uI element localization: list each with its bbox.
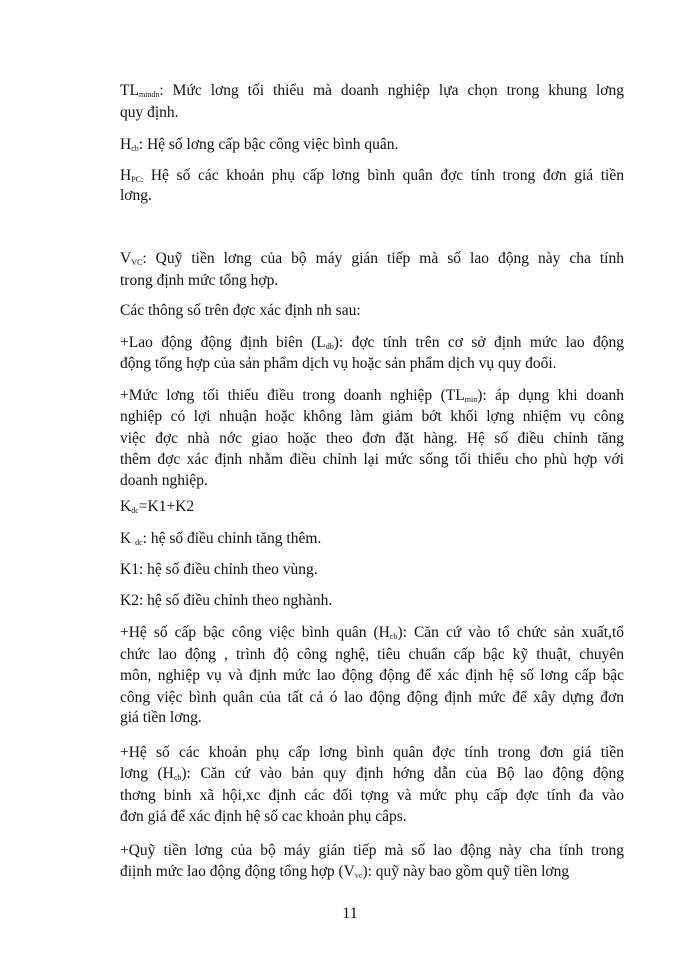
text-run: : Mức lơng tối thiểu mà doanh nghiệp lựa chọn trong khung lơng — [159, 82, 624, 99]
text-run: V — [120, 250, 132, 267]
text-run: +Quỹ tiền lơng của bộ máy gián tiếp mà số lao động này cha tính trong — [120, 842, 624, 859]
text-run: H — [120, 167, 132, 184]
subscript: VC — [131, 258, 143, 267]
subscript: cb — [389, 632, 398, 641]
text-run: lơng. — [120, 187, 152, 204]
text-line — [120, 743, 624, 763]
text-run: ): Căn cứ vào bản quy định hớng dẫn của Bộ lao động động — [181, 765, 624, 782]
text-line — [120, 81, 624, 101]
text-line — [120, 560, 624, 580]
text-run: K — [120, 498, 132, 515]
text-run: Các thông số trên đợc xác định nh sau: — [120, 302, 361, 319]
text-line — [120, 862, 624, 886]
text-line — [120, 186, 624, 206]
text-run: điịnh mức lao động động tổng hợp (V — [120, 863, 355, 880]
subscript: db — [325, 342, 334, 351]
text-line — [120, 333, 624, 353]
text-line — [120, 471, 624, 491]
text-run: +Mức lơng tối thiểu điều trong doanh nghiệp (TL — [120, 387, 465, 404]
page-number: 11 — [342, 905, 358, 922]
text-line — [120, 666, 624, 686]
text-run: động tổng hợp của sản phẩm dịch vụ hoặc sản phẩm dịch vụ quy đoổi. — [120, 355, 557, 372]
text-run: nghiệp có lợi nhuận hoặc không làm giảm bớt khối lợng nhiệm vụ công — [120, 408, 624, 425]
text-line — [120, 623, 624, 643]
subscript: cb — [173, 773, 182, 782]
text-run: môn, nghiệp vụ và định mức lao động động để xác định hệ số lơng cấp bậc — [120, 667, 624, 684]
text-run: K2: hệ số điều chỉnh theo nghành. — [120, 592, 333, 609]
text-run: K1: hệ số điều chỉnh theo vùng. — [120, 561, 318, 578]
text-run: thơng binh xã hội,xc định các đối tợng và mức phụ cấp đợc tính đa vào — [120, 787, 624, 804]
text-run: việc đợc nhà nớc giao hoặc theo đơn đặt hàng. Hệ số điều chỉnh tăng — [120, 430, 624, 447]
text-line — [120, 764, 624, 784]
subscript: dc — [131, 506, 139, 515]
text-line — [120, 103, 624, 123]
text-line — [120, 386, 624, 406]
text-line — [120, 249, 624, 269]
text-run: TL — [120, 82, 139, 99]
text-run: K — [120, 530, 136, 547]
text-run: +Hệ số các khoản phụ cấp lơng bình quân đợc tính trong đơn giá tiền — [120, 744, 624, 761]
text-run: ): Căn cứ vào tổ chức sản xuất,tổ — [397, 624, 624, 641]
text-run: : Quỹ tiền lơng của bộ máy gián tiếp mà số lao động này cha tính — [142, 250, 624, 267]
text-line — [120, 135, 624, 159]
text-run: : hệ số điều chỉnh tăng thêm. — [142, 530, 322, 547]
text-line — [120, 497, 624, 521]
text-line — [120, 786, 624, 806]
text-run: +Lao động động định biên (L — [120, 334, 326, 351]
subscript: cb — [131, 144, 139, 153]
text-line — [120, 429, 624, 449]
text-line — [120, 841, 624, 861]
subscript: min — [464, 395, 478, 404]
text-line — [120, 591, 624, 611]
text-run: Hệ số các khoản phụ cấp lơng bình quân đợc tính trong đơn giá tiền — [143, 167, 624, 184]
text-run: doanh nghiệp. — [120, 472, 208, 489]
text-run: chức lao động , trình độ công nghệ, tiêu chuẩn cấp bậc kỹ thuật, chuyên — [120, 646, 624, 663]
text-run: : Hệ số lơng cấp bậc công việc bình quân. — [138, 136, 399, 153]
subscript: mindn — [138, 90, 160, 99]
text-run: ): đợc tính trên cơ sở định mức lao động — [333, 334, 624, 351]
subscript: PC: — [131, 175, 144, 184]
text-run: H — [120, 136, 132, 153]
text-line — [120, 645, 624, 665]
text-line — [120, 354, 624, 374]
text-line — [120, 407, 624, 427]
text-run: ): áp dụng khi doanh — [477, 387, 624, 404]
text-run: =K1+K2 — [138, 498, 195, 515]
subscript: dc — [135, 538, 143, 547]
text-run: thêm đợc xác định nhằm điều chỉnh lại mức sống tối thiểu cho phù hợp với — [120, 451, 624, 468]
text-run: ): quỹ này bao gồm quỹ tiền lơng — [362, 863, 570, 880]
text-run: trong định mức tổng hợp. — [120, 272, 279, 289]
text-run: giá tiền lơng. — [120, 709, 202, 726]
text-line — [120, 708, 624, 728]
text-run: +Hệ số cấp bậc công việc bình quân (H — [120, 624, 390, 641]
text-run: công việc bình quân của tất cả ó lao động động định mức để xây dựng đơn — [120, 689, 624, 706]
text-run: đơn giá để xác định hệ số cac khoản phụ câps. — [120, 808, 407, 825]
text-line — [120, 450, 624, 470]
text-line — [120, 166, 624, 186]
text-line — [120, 529, 624, 553]
text-line — [120, 807, 624, 827]
text-run: quy định. — [120, 104, 179, 121]
text-line — [120, 688, 624, 708]
text-line — [120, 301, 624, 321]
text-run: lơng (H — [120, 765, 174, 782]
text-line — [120, 271, 624, 291]
subscript: vc — [354, 871, 363, 880]
